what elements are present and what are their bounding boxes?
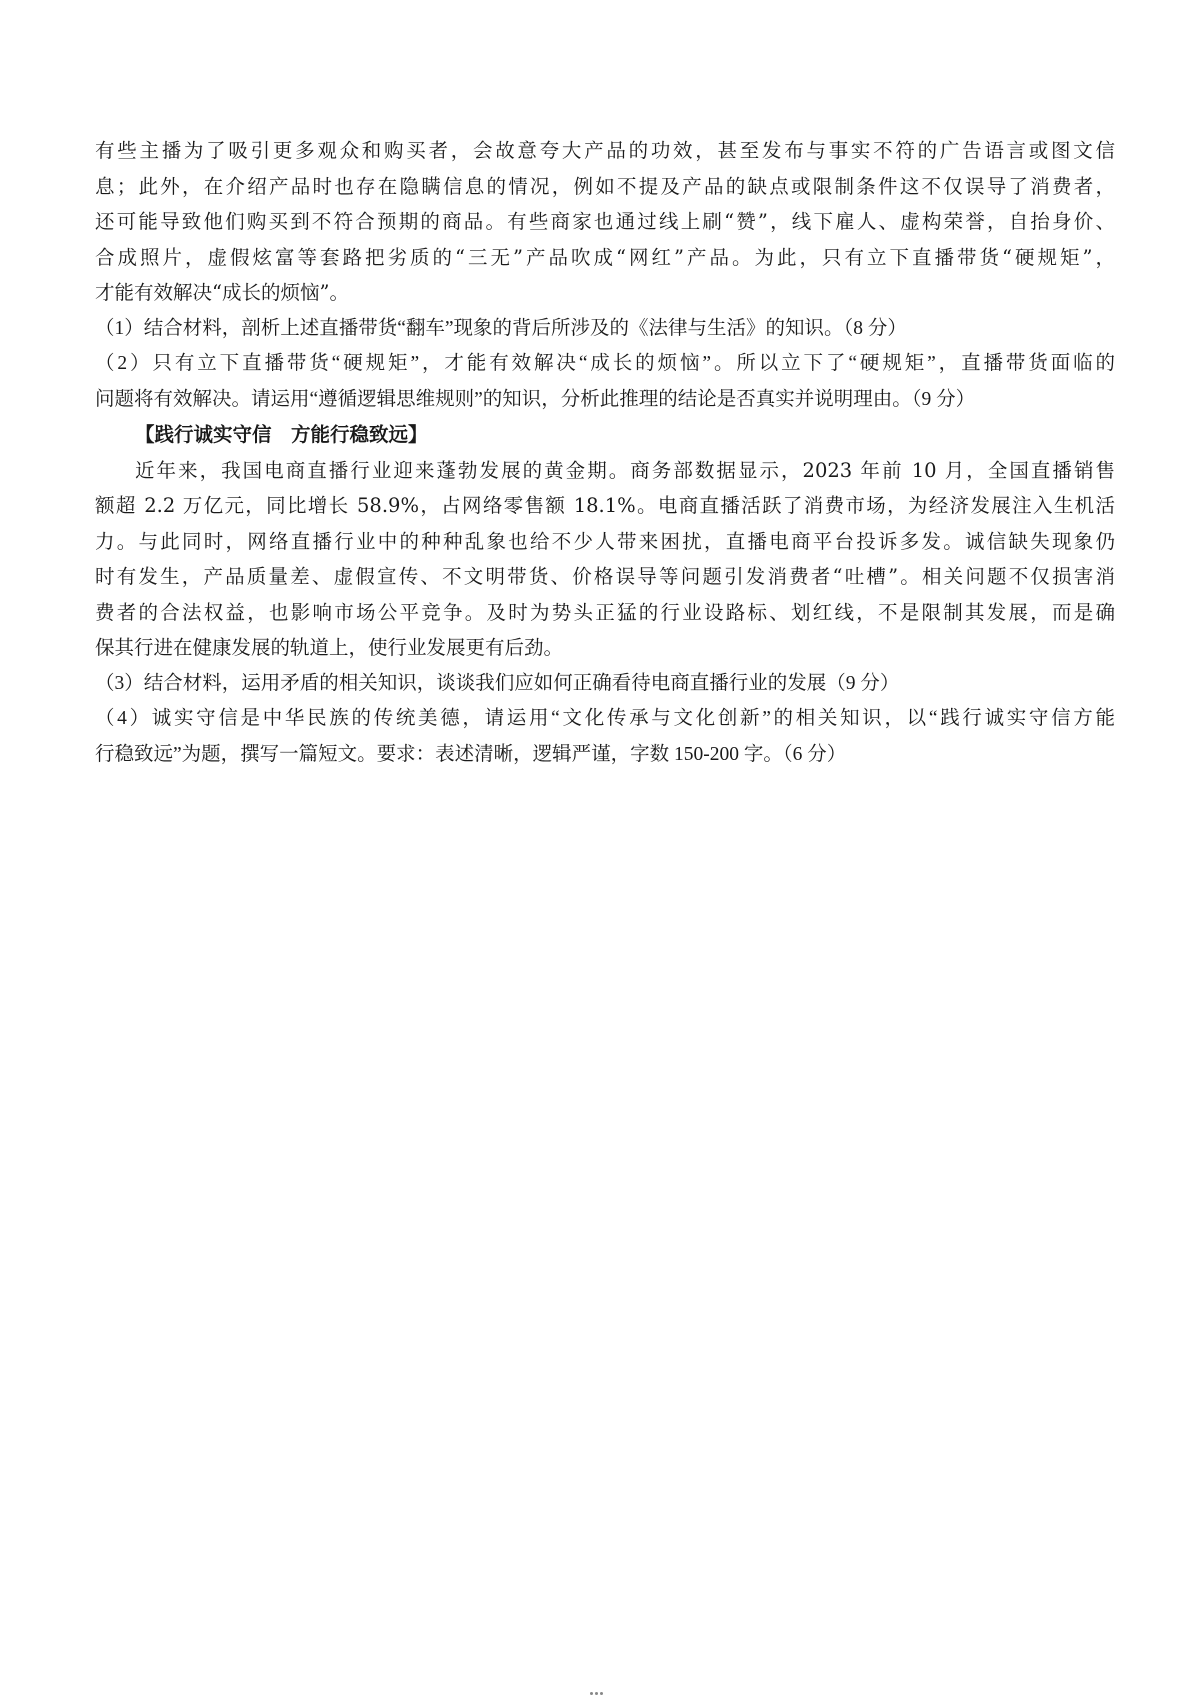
section-heading: 【践行诚实守信 方能行稳致远】 [135, 423, 428, 446]
question-2-continued: 问题将有效解决。请运用“遵循逻辑思维规则”的知识，分析此推理的结论是否真实并说明理由。（9 分） [95, 388, 976, 410]
question-1: （1）结合材料，剖析上述直播带货“翻车”现象的背后所涉及的《法律与生活》的知识。（8 分） [95, 317, 907, 339]
passage-line: 近年来，我国电商直播行业迎来蓬勃发展的黄金期。商务部数据显示，2023 年前 10 月，全国直播销售 [135, 458, 1115, 482]
passage-line: 才能有效解决“成长的烦恼”。 [95, 281, 349, 304]
dot-mark [590, 1692, 593, 1695]
passage-line: 合成照片，虚假炫富等套路把劣质的“三无”产品吹成“网红”产品。为此，只有立下直播带货“硬规矩”， [95, 245, 1115, 269]
passage-line: 力。与此同时，网络直播行业中的种种乱象也给不少人带来困扰，直播电商平台投诉多发。诚信缺失现象仍 [95, 529, 1115, 553]
passage-line: 保其行进在健康发展的轨道上，使行业发展更有后劲。 [95, 636, 564, 659]
question-2: （2）只有立下直播带货“硬规矩”，才能有效解决“成长的烦恼”。所以立下了“硬规矩”，直播带货面临的 [95, 353, 1115, 374]
passage-line: 时有发生，产品质量差、虚假宣传、不文明带货、价格误导等问题引发消费者“吐槽”。相关问题不仅损害消 [95, 565, 1115, 588]
passage-line: 有些主播为了吸引更多观众和购买者，会故意夸大产品的功效，甚至发布与事实不符的广告语言或图文信 [95, 139, 1115, 162]
passage-line: 还可能导致他们购买到不符合预期的商品。有些商家也通过线上刷“赞”，线下雇人、虚构荣誉，自抬身价、 [95, 210, 1115, 233]
passage-line: 额超 2.2 万亿元，同比增长 58.9%，占网络零售额 18.1%。电商直播活跃了消费市场，为经济发展注入生机活 [95, 494, 1115, 517]
question-3: （3）结合材料，运用矛盾的相关知识，谈谈我们应如何正确看待电商直播行业的发展（9 分） [95, 672, 900, 694]
footer-dots [590, 1682, 610, 1686]
passage-line: 费者的合法权益，也影响市场公平竞争。及时为势头正猛的行业设路标、划红线，不是限制其发展，而是确 [95, 600, 1115, 624]
passage-line: 息；此外，在介绍产品时也存在隐瞒信息的情况，例如不提及产品的缺点或限制条件这不仅误导了消费者， [95, 174, 1115, 198]
dot-mark [595, 1692, 598, 1695]
question-4-continued: 行稳致远”为题，撰写一篇短文。要求：表述清晰，逻辑严谨，字数 150-200 字。（6 分） [95, 743, 847, 765]
question-4: （4）诚实守信是中华民族的传统美德，请运用“文化传承与文化创新”的相关知识，以“践行诚实守信方能 [95, 708, 1115, 729]
dot-mark [600, 1692, 603, 1695]
document-body [95, 133, 1115, 772]
